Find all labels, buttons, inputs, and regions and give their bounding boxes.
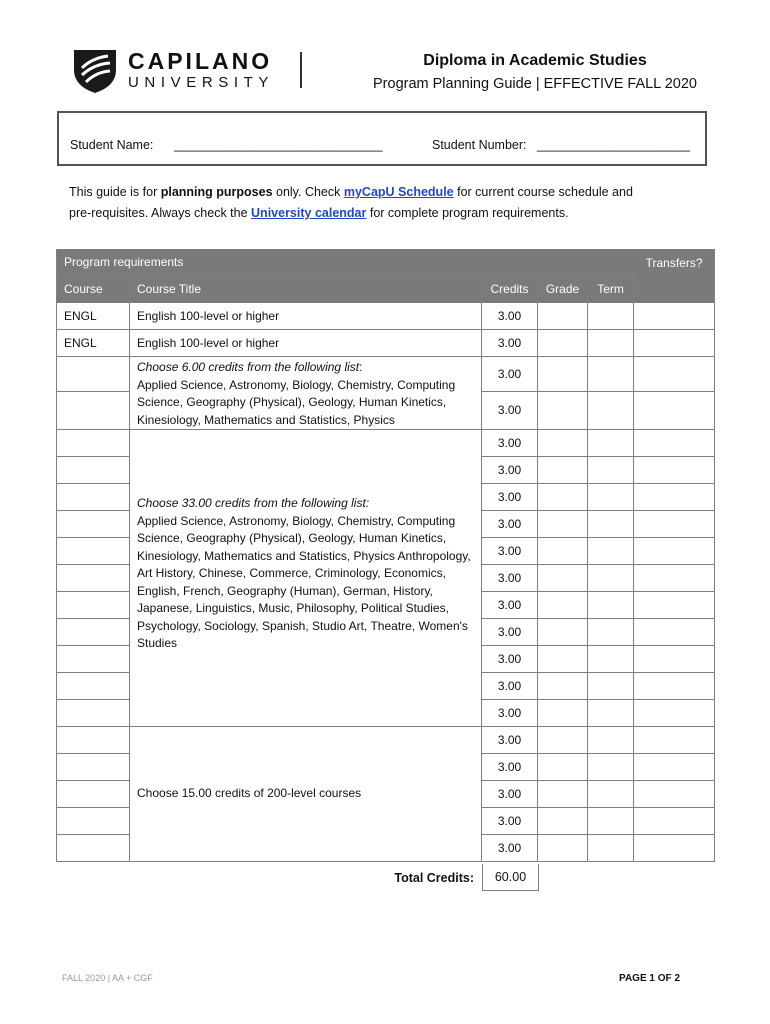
transfers-cell[interactable] [634, 330, 715, 357]
logo-subtitle: UNIVERSITY [128, 74, 275, 91]
transfers-cell[interactable] [634, 565, 715, 592]
group-lead-text: Choose 15.00 credits of 200-level courses [137, 786, 362, 801]
transfers-cell[interactable] [634, 700, 715, 727]
page-number [619, 973, 680, 984]
group-subject-list: Applied Science, Astronomy, Biology, Chemistry, Computing Science, Geography (Physical), Geology, Human Kinetics, Kinesiology, Mathematics and Statistics, Physics [137, 377, 456, 427]
page-prefix: PAGE [619, 973, 650, 984]
grade-cell[interactable] [538, 565, 588, 592]
course-code-cell[interactable] [57, 808, 130, 835]
grade-cell[interactable] [538, 538, 588, 565]
term-cell[interactable] [588, 457, 634, 484]
group-lead-text: Choose 33.00 credits from the following list: [137, 496, 370, 511]
course-code-cell[interactable] [57, 727, 130, 754]
grade-cell[interactable] [538, 511, 588, 538]
student-name-field[interactable]: ______________________________ [174, 138, 383, 152]
course-code-cell[interactable] [57, 538, 130, 565]
credits-cell: 3.00 [482, 754, 538, 781]
column-header-transfers: Transfers? [634, 250, 715, 303]
section-title: Program requirements [57, 250, 634, 275]
course-code: ENGL [57, 330, 130, 357]
credits-cell: 3.00 [482, 430, 538, 457]
credits-cell: 3.00 [482, 727, 538, 754]
column-header-grade: Grade [538, 275, 588, 303]
university-logo [70, 44, 310, 96]
intro-text: pre-requisites. Always check the [69, 206, 252, 220]
term-cell[interactable] [588, 430, 634, 457]
credits-cell: 3.00 [482, 538, 538, 565]
student-number-label: Student Number: [432, 138, 527, 152]
credits-cell: 3.00 [482, 357, 538, 392]
credits-cell: 3.00 [482, 700, 538, 727]
credits-cell: 3.00 [482, 619, 538, 646]
grade-cell[interactable] [538, 303, 588, 330]
table-column-headers [57, 275, 715, 303]
transfers-cell[interactable] [634, 673, 715, 700]
transfers-cell[interactable] [634, 457, 715, 484]
transfers-cell[interactable] [634, 303, 715, 330]
grade-cell[interactable] [538, 330, 588, 357]
term-cell[interactable] [588, 754, 634, 781]
grade-cell[interactable] [538, 357, 588, 392]
column-header-course: Course [57, 275, 130, 303]
credits-cell: 3.00 [482, 808, 538, 835]
page-total: 2 [674, 973, 680, 984]
group-lead-colon: : [359, 360, 363, 374]
page-of: OF [654, 973, 675, 984]
term-cell[interactable] [588, 391, 634, 429]
transfers-cell[interactable] [634, 430, 715, 457]
course-title: English 100-level or higher [130, 330, 482, 357]
intro-bold-text: planning purposes [160, 185, 273, 199]
grade-cell[interactable] [538, 457, 588, 484]
grade-cell[interactable] [538, 646, 588, 673]
table-row [57, 330, 715, 357]
credits-cell: 3.00 [482, 391, 538, 429]
term-cell[interactable] [588, 673, 634, 700]
term-cell[interactable] [588, 303, 634, 330]
transfers-cell[interactable] [634, 646, 715, 673]
transfers-cell[interactable] [634, 619, 715, 646]
credits-cell: 3.00 [482, 511, 538, 538]
transfers-cell[interactable] [634, 538, 715, 565]
grade-cell[interactable] [538, 391, 588, 429]
term-cell[interactable] [588, 619, 634, 646]
grade-cell[interactable] [538, 484, 588, 511]
column-header-title: Course Title [130, 275, 482, 303]
grade-cell[interactable] [538, 754, 588, 781]
table-row [57, 357, 715, 392]
term-cell[interactable] [588, 727, 634, 754]
credits-cell: 3.00 [482, 484, 538, 511]
course-code-cell[interactable] [57, 357, 130, 392]
logo-wordmark: CAPILANO [128, 48, 273, 74]
term-cell[interactable] [588, 781, 634, 808]
course-code: ENGL [57, 303, 130, 330]
term-cell[interactable] [588, 330, 634, 357]
credits-cell: 3.00 [482, 781, 538, 808]
transfers-cell[interactable] [634, 484, 715, 511]
credits-cell: 3.00 [482, 646, 538, 673]
credits-cell: 3.00 [482, 457, 538, 484]
transfers-cell[interactable] [634, 727, 715, 754]
grade-cell[interactable] [538, 619, 588, 646]
course-code-cell[interactable] [57, 565, 130, 592]
intro-text: This guide is for [69, 185, 161, 199]
credits-cell: 3.00 [482, 835, 538, 862]
credits-cell: 3.00 [482, 303, 538, 330]
total-credits-value: 60.00 [482, 864, 539, 891]
course-code-cell[interactable] [57, 430, 130, 457]
course-title: English 100-level or higher [130, 303, 482, 330]
university-calendar-link[interactable]: University calendar [251, 206, 367, 220]
transfers-cell[interactable] [634, 391, 715, 429]
course-code-cell[interactable] [57, 457, 130, 484]
term-cell[interactable] [588, 565, 634, 592]
total-credits-row [56, 864, 714, 891]
intro-text: for current course schedule and [453, 185, 633, 199]
grade-cell[interactable] [538, 808, 588, 835]
group-subject-list: Applied Science, Astronomy, Biology, Chemistry, Computing Science, Geography (Physical), Geology, Human Kinetics, Kinesiology, Mathematics and Statistics, Physics Anthropology, Art History, Chinese, Commerce, Criminology, Economics, English, French, Geography (Human), German, History, Japanese, Linguistics, Music, Philosophy, Political Studies, Psychology, Sociology, Spanish, Studio Art, Theatre, Women's Studies [137, 513, 471, 651]
intro-text: only. Check [272, 185, 344, 199]
transfers-cell[interactable] [634, 808, 715, 835]
table-section-header [57, 250, 715, 275]
transfers-cell[interactable] [634, 835, 715, 862]
grade-cell[interactable] [538, 430, 588, 457]
student-info-box [57, 111, 707, 166]
intro-text: for complete program requirements. [366, 206, 569, 220]
intro-paragraph [69, 182, 669, 224]
group-33-credits-description [130, 430, 482, 727]
term-cell[interactable] [588, 538, 634, 565]
credits-cell: 3.00 [482, 592, 538, 619]
mycapu-schedule-link[interactable]: myCapU Schedule [343, 185, 454, 199]
credits-cell: 3.00 [482, 565, 538, 592]
term-cell[interactable] [588, 646, 634, 673]
document-title-block [300, 52, 710, 92]
document-title: Diploma in Academic Studies [423, 52, 647, 69]
course-code-cell[interactable] [57, 511, 130, 538]
course-code-cell[interactable] [57, 646, 130, 673]
credits-cell: 3.00 [482, 673, 538, 700]
course-code-cell[interactable] [57, 673, 130, 700]
course-code-cell[interactable] [57, 754, 130, 781]
document-subtitle: Program Planning Guide | EFFECTIVE FALL 2020 [373, 76, 697, 92]
page-current: 1 [649, 973, 655, 984]
column-header-term: Term [588, 275, 634, 303]
credits-cell: 3.00 [482, 330, 538, 357]
student-name-label: Student Name: [70, 138, 154, 152]
grade-cell[interactable] [538, 835, 588, 862]
course-code-cell[interactable] [57, 835, 130, 862]
footer-document-code: FALL 2020 | AA + CGF [62, 973, 153, 983]
grade-cell[interactable] [538, 727, 588, 754]
table-row [57, 430, 715, 457]
student-number-field[interactable]: ______________________ [537, 138, 690, 152]
transfers-cell[interactable] [634, 754, 715, 781]
grade-cell[interactable] [538, 700, 588, 727]
transfers-cell[interactable] [634, 781, 715, 808]
course-code-cell[interactable] [57, 592, 130, 619]
term-cell[interactable] [588, 511, 634, 538]
group-lead-text: Choose 6.00 credits from the following list [137, 360, 360, 374]
transfers-cell[interactable] [634, 592, 715, 619]
grade-cell[interactable] [538, 673, 588, 700]
term-cell[interactable] [588, 484, 634, 511]
transfers-cell[interactable] [634, 357, 715, 392]
transfers-cell[interactable] [634, 511, 715, 538]
term-cell[interactable] [588, 357, 634, 392]
column-header-credits: Credits [482, 275, 538, 303]
group-15-credits-description [130, 727, 482, 862]
term-cell[interactable] [588, 700, 634, 727]
course-code-cell[interactable] [57, 700, 130, 727]
table-row [57, 727, 715, 754]
group-6-credits-description [130, 357, 482, 430]
term-cell[interactable] [588, 835, 634, 862]
grade-cell[interactable] [538, 781, 588, 808]
total-credits-label: Total Credits: [394, 871, 474, 885]
course-code-cell[interactable] [57, 781, 130, 808]
grade-cell[interactable] [538, 592, 588, 619]
table-row [57, 303, 715, 330]
program-requirements-table [56, 249, 715, 862]
shield-crest-icon [70, 44, 120, 94]
term-cell[interactable] [588, 808, 634, 835]
course-code-cell[interactable] [57, 484, 130, 511]
course-code-cell[interactable] [57, 391, 130, 429]
course-code-cell[interactable] [57, 619, 130, 646]
term-cell[interactable] [588, 592, 634, 619]
